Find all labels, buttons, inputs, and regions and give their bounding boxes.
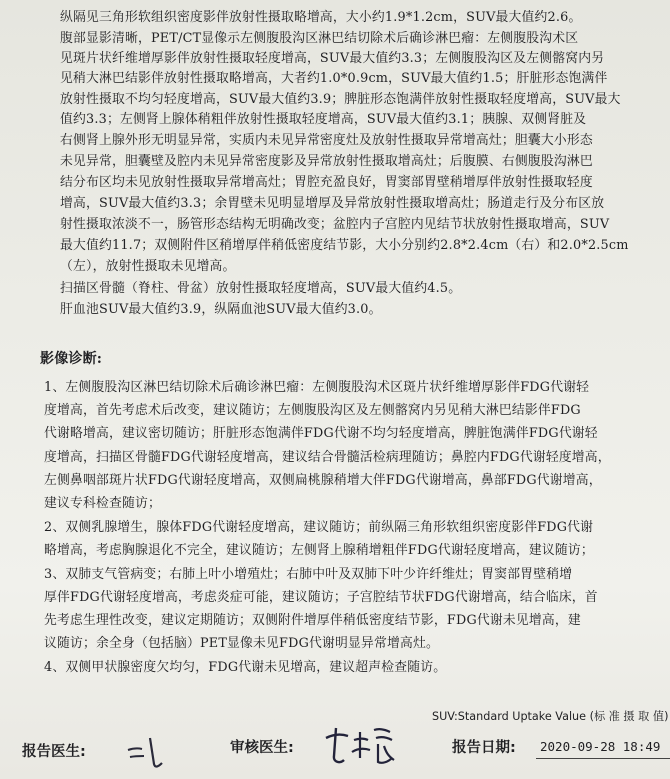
reviewer-signature [320, 722, 400, 772]
diagnosis-line: 建议专科检查随访； [44, 496, 161, 511]
findings-line: 增高，SUV最大值约3.3；余胃壁未见明显增厚及异常放射性摄取增高灶；肠道走行及分布区放 [60, 196, 605, 211]
date-underline [536, 758, 670, 759]
reporter-signature [122, 730, 182, 770]
findings-line: 最大值约11.7；双侧附件区稍增厚伴稍低密度结节影，大小分别约2.8*2.4cm（右）和2.0*2.5cm [60, 238, 629, 253]
findings-line: 射性摄取浓淡不一，肠管形态结构无明确改变；盆腔内子宫腔内见结节状放射性摄取增高，SUV [60, 217, 610, 232]
diagnosis-line: 度增高，首先考虑术后改变，建议随访；左侧腹股沟区及左侧髂窝内另见稍大淋巴结影伴FDG [44, 403, 581, 418]
report-date-value: 2020-09-28 18:49 [540, 739, 661, 754]
findings-line: 腹部显影清晰，PET/CT显像示左侧腹股沟区淋巴结切除术后确诊淋巴瘤：左侧腹股沟术区 [60, 31, 579, 46]
reporter-label: 报告医生: [22, 744, 86, 760]
diagnosis-heading: 影像诊断: [40, 351, 103, 367]
diagnosis-line: 度增高，扫描区骨髓FDG代谢轻度增高，建议结合骨髓活检病理随访；鼻腔内FDG代谢轻度增高， [44, 450, 611, 465]
diagnosis-line: 略增高，考虑胸腺退化不完全，建议随访；左侧肾上腺稍增粗伴FDG代谢轻度增高，建议随访； [44, 543, 594, 558]
findings-line: 肝血池SUV最大值约3.9，纵隔血池SUV最大值约3.0。 [60, 302, 382, 317]
report-date-label: 报告日期: [452, 740, 516, 756]
findings-line: 纵隔见三角形软组织密度影伴放射性摄取略增高，大小约1.9*1.2cm，SUV最大值约2.6。 [60, 10, 582, 25]
suv-note: SUV:Standard Uptake Value (标 准 摄 取 值) [432, 710, 669, 723]
findings-line: 放射性摄取不均匀轻度增高，SUV最大值约3.9；脾脏形态饱满伴放射性摄取轻度增高，SUV最大 [60, 92, 621, 107]
diagnosis-line: 厚伴FDG代谢轻度增高，考虑炎症可能，建议随访；子宫腔结节状FDG代谢增高，结合临床，首 [44, 590, 598, 605]
diagnosis-line: 4、双侧甲状腺密度欠均匀，FDG代谢未见增高，建议超声检查随访。 [44, 660, 447, 675]
findings-line: 见稍大淋巴结影伴放射性摄取略增高，大者约1.0*0.9cm，SUV最大值约1.5；肝脏形态饱满伴 [60, 71, 608, 86]
diagnosis-line: 左侧鼻咽部斑片状FDG代谢轻度增高，双侧扁桃腺稍增大伴FDG代谢增高，鼻部FDG代谢增高， [44, 473, 602, 488]
diagnosis-line: 2、双侧乳腺增生，腺体FDG代谢轻度增高，建议随访；前纵隔三角形软组织密度影伴FDG代谢 [44, 520, 594, 535]
findings-line: 扫描区骨髓（脊柱、骨盆）放射性摄取轻度增高，SUV最大值约4.5。 [60, 281, 462, 296]
findings-line: 值约3.3；左侧肾上腺体稍粗伴放射性摄取轻度增高，SUV最大值约3.1；胰腺、双侧肾脏及 [60, 112, 587, 127]
findings-line: （左），放射性摄取未见增高。 [60, 259, 236, 274]
findings-line: 未见异常，胆囊壁及腔内未见异常密度影及异常放射性摄取增高灶；后腹膜、右侧腹股沟淋巴 [60, 154, 593, 169]
diagnosis-line: 先考虑生理性改变，建议定期随访；双侧附件增厚伴稍低密度结节影，FDG代谢未见增高，建 [44, 613, 581, 628]
diagnosis-line: 代谢略增高，建议密切随访；肝脏形态饱满伴FDG代谢不均匀轻度增高，脾脏饱满伴FDG代谢轻 [44, 426, 598, 441]
diagnosis-line: 议随访；余全身（包括脑）PET显像未见FDG代谢明显异常增高灶。 [44, 636, 439, 651]
findings-line: 右侧肾上腺外形无明显异常，实质内未见异常密度灶及放射性摄取异常增高灶；胆囊大小形态 [60, 133, 593, 148]
findings-line: 结分布区均未见放射性摄取异常增高灶；胃腔充盈良好，胃窦部胃壁稍增厚伴放射性摄取轻度 [60, 175, 593, 190]
diagnosis-line: 3、双肺支气管病变；右肺上叶小增殖灶；右肺中叶及双肺下叶少许纤维灶；胃窦部胃壁稍增 [44, 567, 573, 582]
reviewer-label: 审核医生: [230, 740, 294, 756]
findings-line: 见斑片状纤维增厚影伴放射性摄取轻度增高，SUV最大值约3.3；左侧腹股沟区及左侧髂窝内另 [60, 51, 605, 66]
diagnosis-line: 1、左侧腹股沟区淋巴结切除术后确诊淋巴瘤：左侧腹股沟术区斑片状纤维增厚影伴FDG代谢轻 [44, 380, 590, 395]
